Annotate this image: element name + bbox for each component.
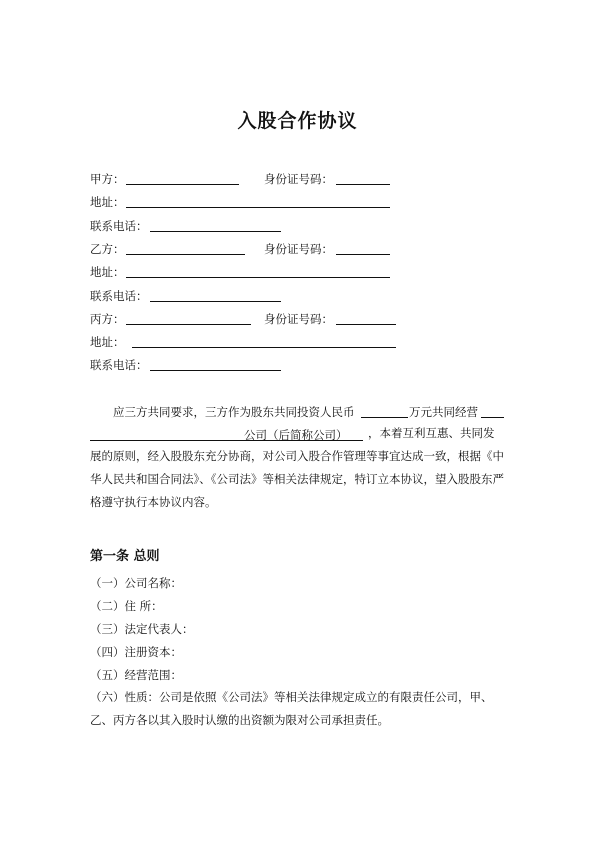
party-c-id-blank[interactable] bbox=[336, 324, 396, 325]
section-1-item-nature: （六）性质：公司是依照《公司法》等相关法律规定成立的有限责任公司，甲、乙、丙方各以其入股时认缴的出资额为限对公司承担责任。 bbox=[90, 690, 493, 727]
party-b-id-label: 身份证号码： bbox=[264, 242, 333, 256]
intro-text-part3: ，本着互利互惠、共同发展的原则，经入股股东充分协商，对公司入股合作管理等事宜达成一致，根据《中华人民共和国合同法》、《公司法》等相关法律规定，特订立本协议，望入股股东严格遵守执行本协议内容。 bbox=[90, 426, 504, 509]
section-1-heading: 第一条 总则 bbox=[90, 549, 160, 564]
party-a-label: 甲方： bbox=[90, 172, 125, 186]
party-a-name-blank[interactable] bbox=[126, 184, 239, 185]
party-b-phone-blank[interactable] bbox=[150, 301, 281, 302]
party-a-phone-label: 联系电话： bbox=[90, 219, 148, 233]
party-b-label: 乙方： bbox=[90, 242, 125, 256]
party-a-id-label: 身份证号码： bbox=[264, 172, 333, 186]
party-a-id-blank[interactable] bbox=[336, 184, 390, 185]
party-b-phone-label: 联系电话： bbox=[90, 289, 148, 303]
document-title: 入股合作协议 bbox=[237, 110, 358, 132]
party-b-id-blank[interactable] bbox=[336, 254, 390, 255]
party-c-phone-blank[interactable] bbox=[150, 370, 281, 371]
company-suffix: 公司（后简称公司） bbox=[244, 428, 348, 442]
party-b-name-blank[interactable] bbox=[126, 254, 245, 255]
party-a-phone-blank[interactable] bbox=[150, 231, 281, 232]
section-1-item-business-scope: （五）经营范围： bbox=[90, 668, 182, 682]
intro-text-part2: 万元共同经营 bbox=[409, 405, 478, 419]
section-1-item-company-name: （一）公司名称： bbox=[90, 576, 182, 590]
investment-amount-blank[interactable] bbox=[361, 417, 408, 418]
party-c-id-label: 身份证号码： bbox=[264, 312, 333, 326]
party-a-address-blank[interactable] bbox=[126, 207, 390, 208]
party-b-address-label: 地址： bbox=[90, 265, 125, 279]
party-c-phone-label: 联系电话： bbox=[90, 358, 148, 372]
intro-text-part1: 应三方共同要求，三方作为股东共同投资人民币 bbox=[113, 405, 355, 419]
party-b-address-blank[interactable] bbox=[126, 277, 390, 278]
section-1-item-registered-capital: （四）注册资本： bbox=[90, 645, 182, 659]
business-scope-blank-1[interactable] bbox=[481, 417, 504, 418]
section-1-item-legal-representative: （三）法定代表人： bbox=[90, 622, 194, 636]
party-c-label: 丙方： bbox=[90, 312, 125, 326]
party-c-name-blank[interactable] bbox=[126, 324, 251, 325]
party-c-address-label: 地址： bbox=[90, 335, 125, 349]
party-c-address-blank[interactable] bbox=[132, 347, 396, 348]
party-a-address-label: 地址： bbox=[90, 195, 125, 209]
section-1-item-domicile: （二）住 所： bbox=[90, 599, 163, 613]
